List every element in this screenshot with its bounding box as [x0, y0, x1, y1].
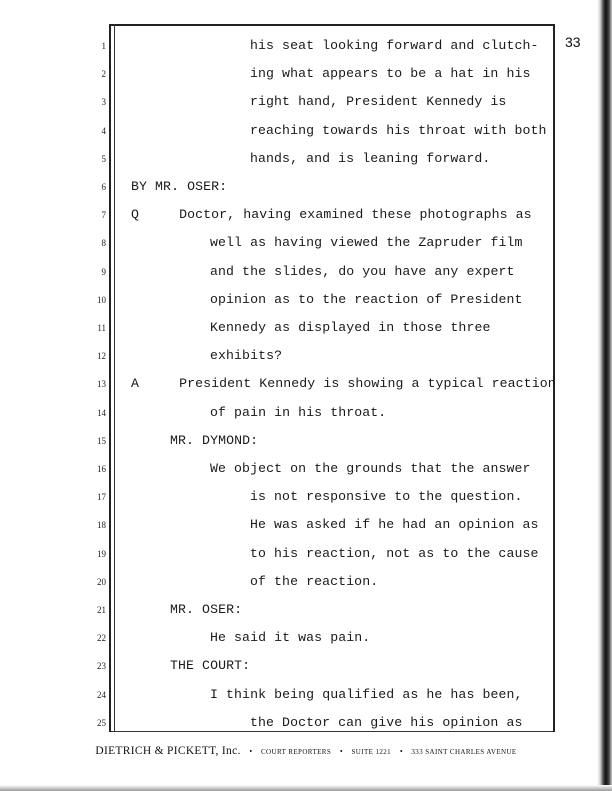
line-number: 13 — [97, 379, 106, 390]
page-number: 33 — [565, 34, 581, 50]
line-number: 10 — [97, 294, 106, 305]
transcript-line: Kennedy as displayed in those three — [210, 320, 491, 335]
transcript-line: I think being qualified as he has been, — [210, 686, 523, 702]
line-number: 4 — [101, 125, 106, 136]
transcript-line: and the slides, do you have any expert — [210, 263, 515, 279]
transcript-line: well as having viewed the Zapruder film — [210, 235, 523, 251]
scanner-bottom-artifact — [0, 785, 612, 791]
line-number: 24 — [97, 689, 106, 700]
transcript-line: is not responsive to the question. — [250, 489, 523, 505]
footer-address: 333 SAINT CHARLES AVENUE — [411, 748, 517, 756]
transcript-line: He said it was pain. — [210, 630, 371, 646]
line-number: 8 — [101, 238, 106, 249]
transcript-line: of the reaction. — [250, 573, 379, 589]
transcript-line: right hand, President Kennedy is — [250, 94, 507, 110]
line-number: 25 — [97, 717, 106, 728]
footer-suite: SUITE 1221 — [351, 748, 392, 756]
transcript-line: exhibits? — [210, 348, 283, 364]
line-number: 9 — [101, 266, 106, 277]
transcript-line: We object on the grounds that the answer — [210, 461, 531, 476]
footer-separator: • — [249, 747, 253, 756]
transcript-line: ing what appears to be a hat in his — [250, 66, 531, 82]
line-number: 19 — [97, 548, 106, 559]
line-number: 18 — [97, 520, 106, 531]
transcript-line: Q Doctor, having examined these photographs as — [131, 207, 532, 223]
line-number: 7 — [101, 210, 106, 221]
line-number: 16 — [97, 464, 106, 474]
line-number: 12 — [97, 351, 106, 362]
transcript-line: MR. OSER: — [170, 602, 243, 617]
transcript-line: MR. DYMOND: — [170, 432, 259, 448]
transcript-line: He was asked if he had an opinion as — [250, 517, 539, 533]
transcript-line: of pain in his throat. — [210, 404, 387, 420]
transcript-line: opinion as to the reaction of President — [210, 291, 523, 307]
court-reporter-footer — [0, 745, 612, 757]
transcript-line: to his reaction, not as to the cause — [250, 545, 539, 561]
transcript-line: BY MR. OSER: — [131, 179, 228, 194]
footer-court-reporters: COURT REPORTERS — [260, 748, 332, 756]
left-margin-rule-outer — [109, 24, 111, 732]
transcript-line: hands, and is leaning forward. — [250, 150, 491, 166]
line-number: 2 — [101, 69, 106, 80]
line-number: 21 — [97, 605, 106, 615]
line-number: 1 — [101, 41, 106, 51]
footer-separator: • — [399, 747, 403, 756]
line-number: 6 — [101, 182, 106, 192]
transcript-line: the Doctor can give his opinion as — [250, 714, 523, 730]
line-number: 11 — [97, 323, 106, 333]
transcript-line: A President Kennedy is showing a typical reaction — [131, 376, 556, 392]
line-number: 14 — [97, 407, 106, 418]
line-number: 5 — [101, 153, 106, 164]
footer-firm-name: DIETRICH & PICKETT, Inc. — [95, 745, 241, 757]
line-number: 23 — [97, 661, 106, 672]
left-margin-rule-inner — [114, 24, 115, 732]
transcript-line: reaching towards his throat with both — [250, 122, 547, 138]
line-number: 17 — [97, 492, 106, 503]
transcript-line: his seat looking forward and clutch- — [250, 38, 539, 53]
transcript-line: THE COURT: — [170, 658, 251, 674]
line-number: 22 — [97, 633, 106, 644]
line-number: 20 — [97, 576, 106, 587]
line-number: 3 — [101, 97, 106, 108]
line-number: 15 — [97, 435, 106, 446]
scanner-edge-artifact — [597, 0, 612, 791]
footer-separator: • — [339, 747, 343, 756]
